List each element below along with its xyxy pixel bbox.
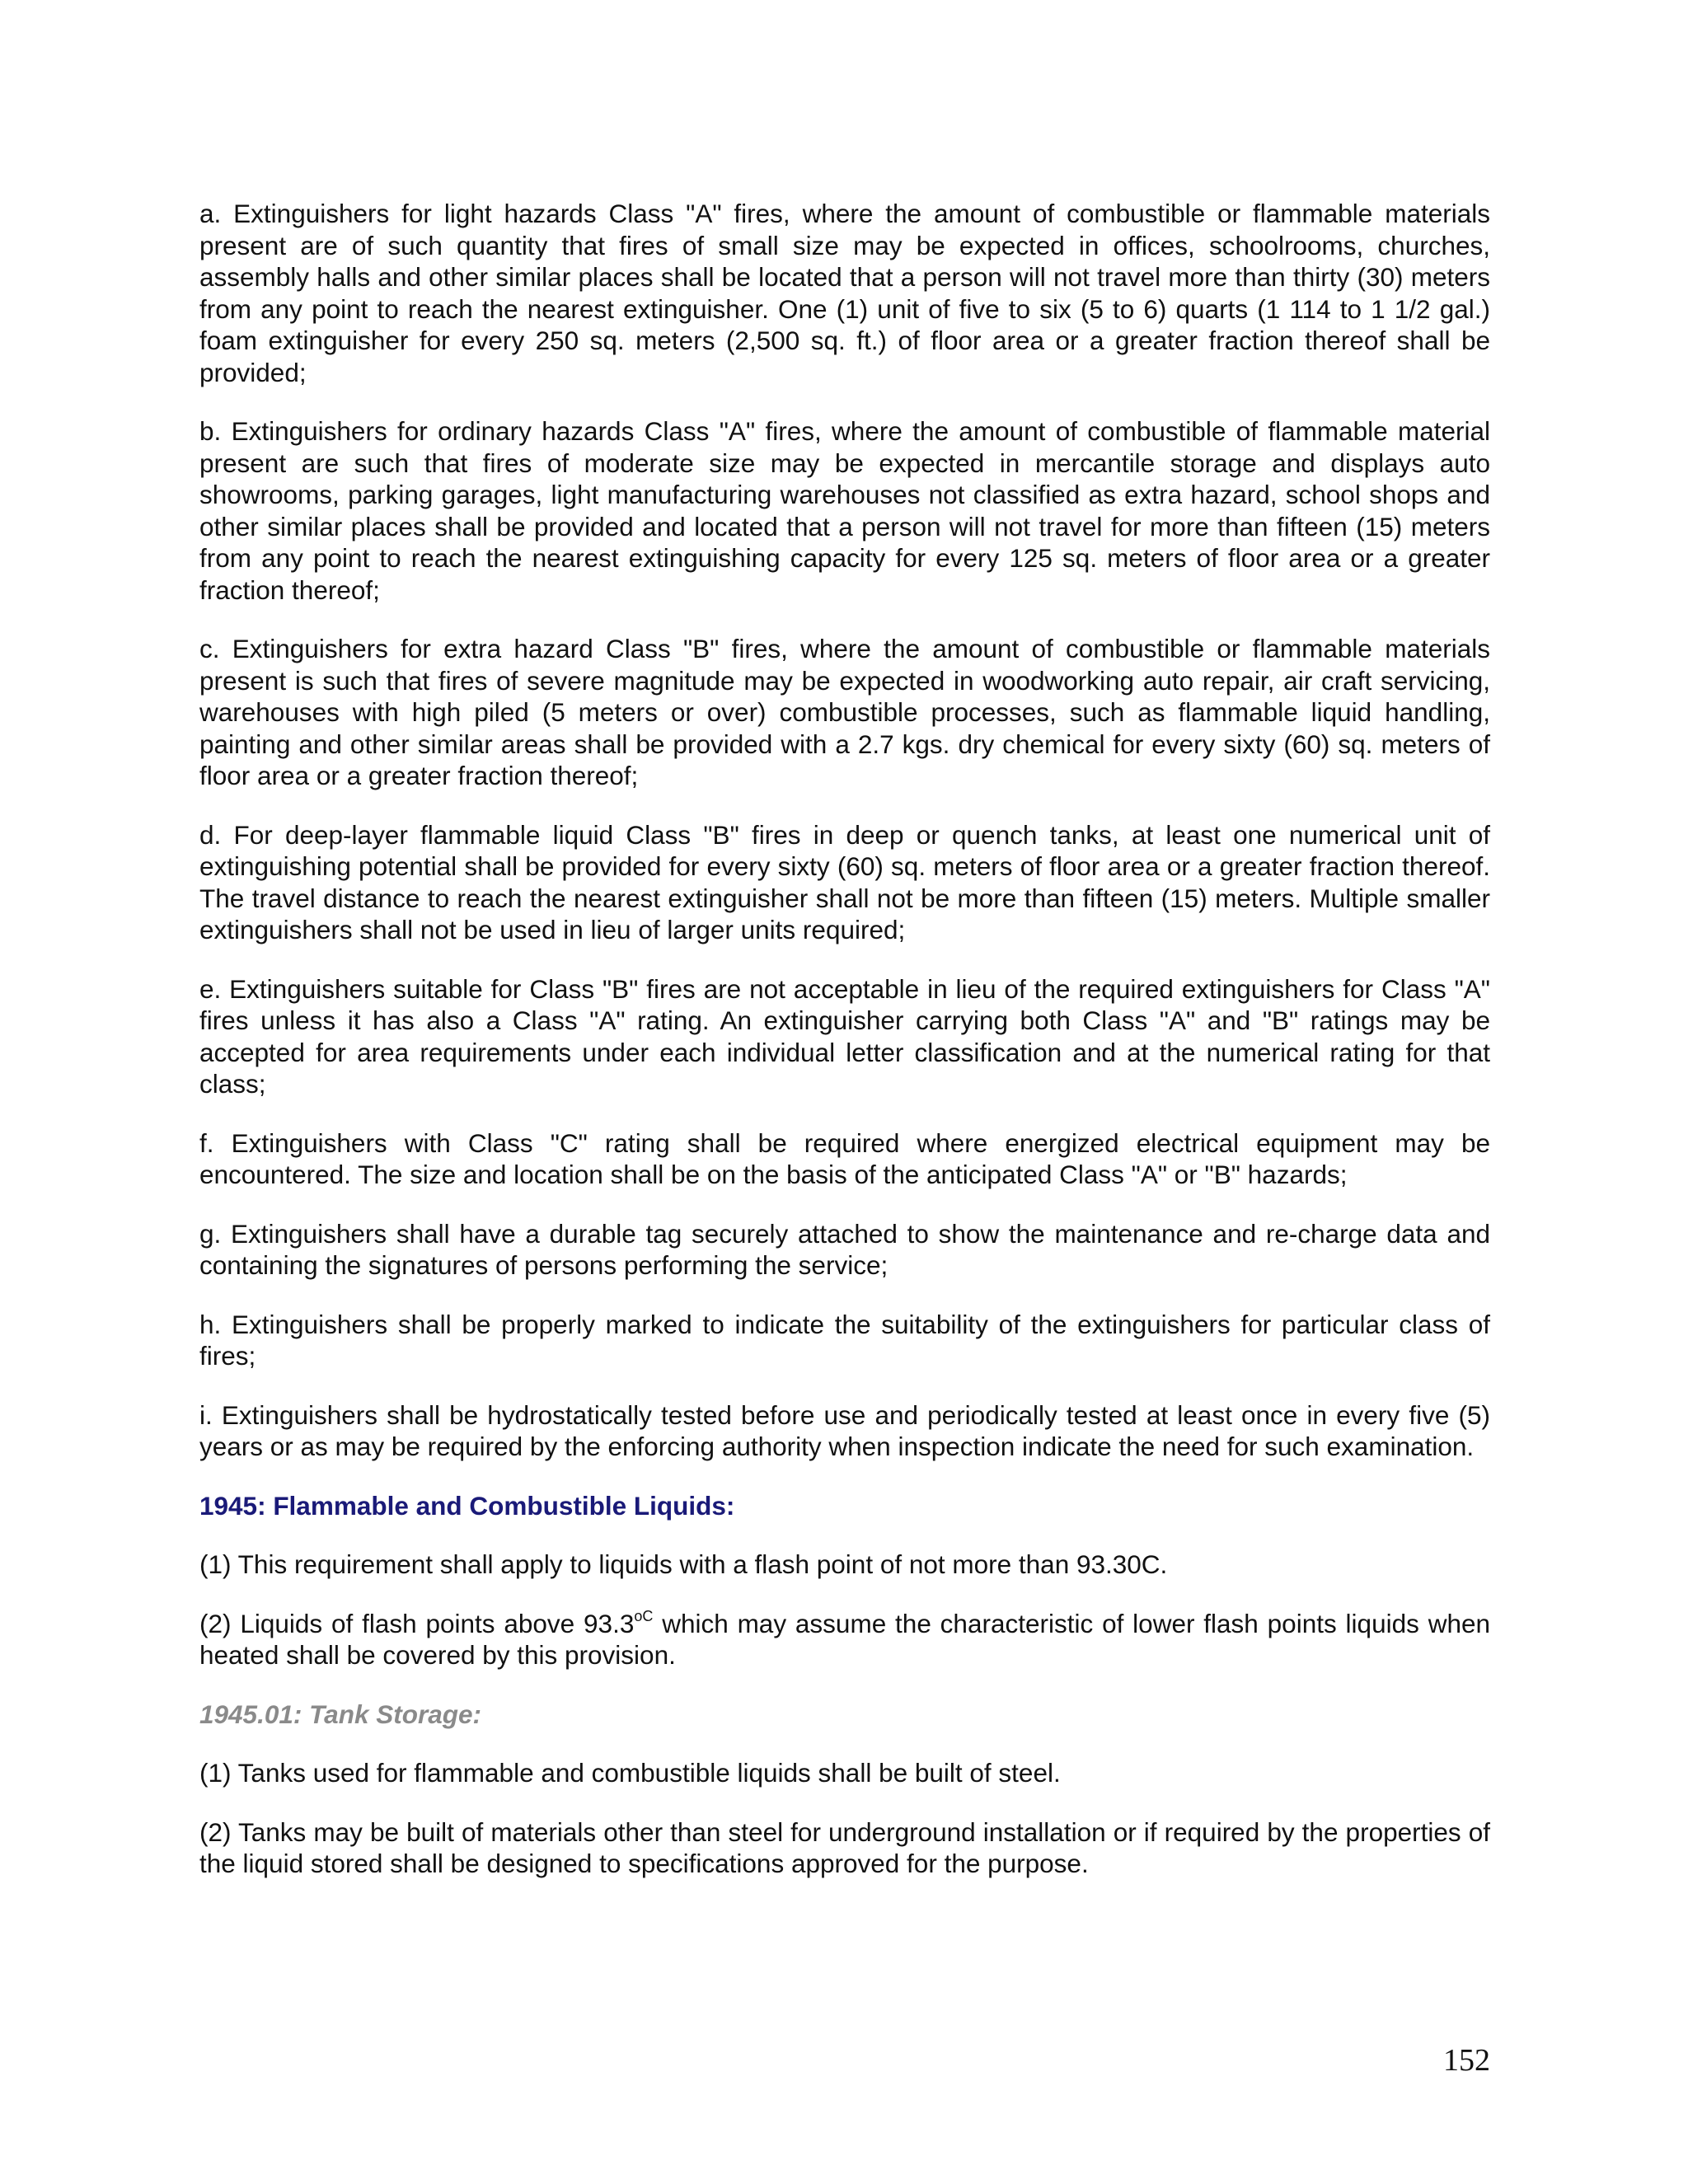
subsection-heading-1945-01: 1945.01: Tank Storage:	[199, 1699, 481, 1729]
subsection-1945-01-paragraph-1: (1) Tanks used for flammable and combustible liquids shall be built of steel.	[199, 1758, 1061, 1788]
paragraph-e: e. Extinguishers suitable for Class "B" fires are not acceptable in lieu of the required extinguishers for Class "A" fires unless it has also a Class "A" rating. An extinguisher carrying both Class "A" and "B" ratings may be accepted for area requirements under each individual letter classification and at the numerical rating for that class;	[199, 973, 1490, 1099]
paragraph-d: d. For deep-layer flammable liquid Class "B" fires in deep or quench tanks, at least one numerical unit of extinguishing potential shall be provided for every sixty (60) sq. meters of floor area or a greater fraction thereof. The travel distance to reach the nearest extinguisher shall not be more than fifteen (15) meters. Multiple smaller extinguishers shall not be used in lieu of larger units required;	[199, 819, 1490, 944]
paragraph-c: c. Extinguishers for extra hazard Class "B" fires, where the amount of combustible or flammable materials present is such that fires of severe magnitude may be expected in woodworking auto repair, air craft servicing, warehouses with high piled (5 meters or over) combustible processes, such as flammable liquid handling, painting and other similar areas shall be provided with a 2.7 kgs. dry chemical for every sixty (60) sq. meters of floor area or a greater fraction thereof;	[199, 634, 1490, 790]
paragraph-2-text-end: which may assume the characteristic of lower flash points liquids when heated shall be covered by this provision.	[199, 1608, 1490, 1670]
paragraph-g: g. Extinguishers shall have a durable tag securely attached to show the maintenance and re-charge data and containing the signatures of persons performing the service;	[199, 1218, 1490, 1280]
paragraph-i: i. Extinguishers shall be hydrostatically tested before use and periodically tested at least once in every five (5) years or as may be required by the enforcing authority when inspection indicate the need for such examination.	[199, 1399, 1490, 1461]
paragraph-f: f. Extinguishers with Class "C" rating shall be required where energized electrical equipment may be encountered. The size and location shall be on the basis of the anticipated Class "A" or "B" hazards;	[199, 1127, 1490, 1189]
paragraph-b: b. Extinguishers for ordinary hazards Class "A" fires, where the amount of combustible of flammable material present are such that fires of moderate size may be expected in mercantile storage and displays auto showrooms, parking garages, light manufacturing warehouses not classified as extra hazard, school shops and other similar places shall be provided and located that a person will not travel for more than fifteen (15) meters from any point to reach the nearest extinguishing capacity for every 125 sq. meters of floor area or a greater fraction thereof;	[199, 416, 1490, 605]
section-heading-1945: 1945: Flammable and Combustible Liquids:	[199, 1490, 735, 1521]
paragraph-2-text-start: (2) Liquids of flash points above 93.3	[199, 1608, 635, 1638]
paragraph-a: a. Extinguishers for light hazards Class "A" fires, where the amount of combustible or flammable materials present are of such quantity that fires of small size may be expected in offices, schoolrooms, churches, assembly halls and other similar places shall be located that a person will not travel more than thirty (30) meters from any point to reach the nearest extinguisher. One (1) unit of five to six (5 to 6) quarts (1 114 to 1 1/2 gal.) foam extinguisher for every 250 sq. meters (2,500 sq. ft.) of floor area or a greater fraction thereof shall be provided;	[199, 199, 1490, 387]
section-1945-paragraph-1: (1) This requirement shall apply to liquids with a flash point of not more than 93.30C.	[199, 1549, 1168, 1579]
page-number: 152	[1443, 2043, 1490, 2078]
subsection-1945-01-paragraph-2: (2) Tanks may be built of materials other than steel for underground installation or if required by the properties of the liquid stored shall be designed to specifications approved for the purpose.	[199, 1816, 1490, 1878]
section-1945-paragraph-2	[199, 1608, 1490, 1671]
document-page	[199, 198, 1490, 1907]
paragraph-h: h. Extinguishers shall be properly marked to indicate the suitability of the extinguishers for particular class of fires;	[199, 1309, 1490, 1371]
degree-superscript: oC	[634, 1607, 654, 1624]
